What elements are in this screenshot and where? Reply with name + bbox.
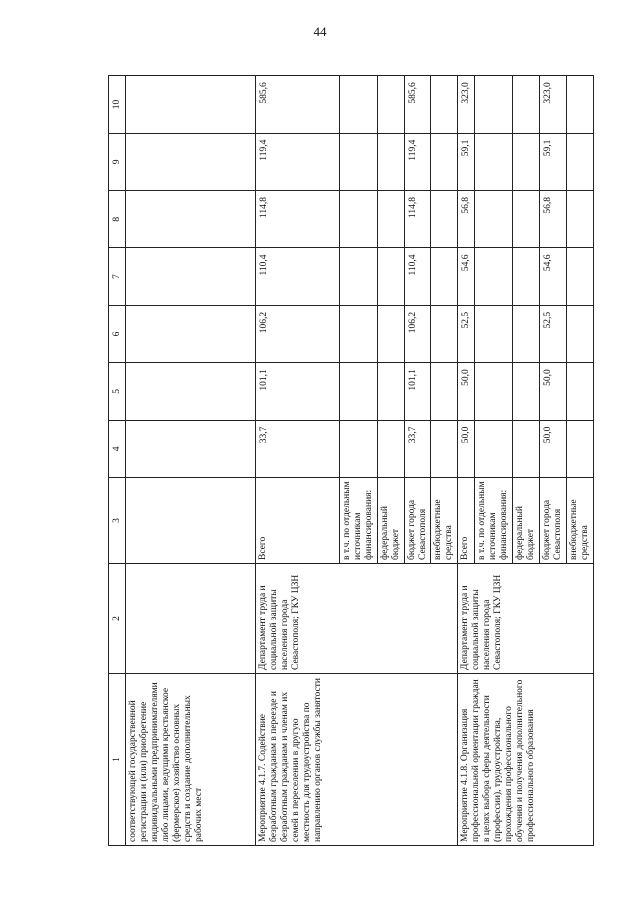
value-cell [475, 133, 513, 190]
header-cell: 4 [109, 420, 126, 477]
source-label: бюджет города Севастополя [404, 478, 431, 564]
value-cell: 585,6 [404, 76, 431, 133]
value-cell: 54,6 [458, 248, 475, 305]
value-cell [340, 133, 378, 190]
value-cell [566, 248, 593, 305]
empty-cell [126, 133, 256, 190]
value-cell [340, 305, 378, 362]
value-cell: 106,2 [404, 305, 431, 362]
table-row [458, 76, 475, 846]
measure-executor: Департамент труда и социальной защиты населения города Севастополя; ГКУ ЦЗН [256, 564, 458, 674]
header-cell: 8 [109, 191, 126, 248]
value-cell: 59,1 [458, 133, 475, 190]
value-cell: 56,8 [458, 191, 475, 248]
value-cell [566, 133, 593, 190]
empty-cell [126, 191, 256, 248]
value-cell: 50,0 [458, 363, 475, 420]
header-cell: 5 [109, 363, 126, 420]
measure-name: Мероприятие 4.1.8. Организация профессиональной ориентации граждан в целях выбора сферы деятельности (профессии), трудоустройства, прохождения профессионального обучения и получения дополнительного профессионального образования [458, 674, 593, 846]
empty-cell [126, 363, 256, 420]
source-label: в т.ч. по отдельным источникам финансирования: [475, 478, 513, 564]
page-number: 44 [313, 24, 327, 39]
value-cell [431, 248, 458, 305]
value-cell [566, 76, 593, 133]
value-cell [340, 420, 378, 477]
value-cell: 119,4 [256, 133, 340, 190]
value-cell [566, 191, 593, 248]
measure-name: Мероприятие 4.1.7. Содействие безработным гражданам в переезде и безработным гражданам и членам их семей в переселении в другую местность для трудоустройства по направлению органов службы занятости [256, 674, 458, 846]
header-cell: 1 [109, 674, 126, 846]
value-cell [475, 76, 513, 133]
value-cell [475, 363, 513, 420]
value-cell: 119,4 [404, 133, 431, 190]
value-cell [431, 420, 458, 477]
header-row [109, 76, 126, 846]
source-label: федеральный бюджет [377, 478, 404, 564]
value-cell: 59,1 [539, 133, 566, 190]
value-cell [512, 191, 539, 248]
value-cell [475, 420, 513, 477]
value-cell: 110,4 [404, 248, 431, 305]
value-cell [512, 76, 539, 133]
value-cell [512, 305, 539, 362]
rotated-table-container [108, 76, 590, 846]
value-cell [512, 248, 539, 305]
measure-executor: Департамент труда и социальной защиты населения города Севастополя; ГКУ ЦЗН [458, 564, 593, 674]
value-cell: 114,8 [256, 191, 340, 248]
header-cell: 2 [109, 564, 126, 674]
value-cell [566, 305, 593, 362]
value-cell: 101,1 [404, 363, 431, 420]
header-cell: 7 [109, 248, 126, 305]
value-cell [512, 420, 539, 477]
source-label: Всего [458, 478, 475, 564]
value-cell [566, 363, 593, 420]
continuation-row [126, 76, 256, 846]
value-cell [431, 76, 458, 133]
continuation-text: соответствующей государственной регистрации и (или) приобретение индивидуальными предпринимателями либо лицами, ведущими крестьянское (фермерское) хозяйство основных средств и создание дополнительных рабочих мест [126, 674, 256, 846]
value-cell [566, 420, 593, 477]
value-cell [475, 191, 513, 248]
value-cell [431, 191, 458, 248]
source-label: внебюджетные средства [566, 478, 593, 564]
value-cell: 56,8 [539, 191, 566, 248]
header-cell: 9 [109, 133, 126, 190]
value-cell: 50,0 [539, 420, 566, 477]
value-cell: 33,7 [404, 420, 431, 477]
value-cell [377, 363, 404, 420]
value-cell: 323,0 [539, 76, 566, 133]
header-cell: 10 [109, 76, 126, 133]
table-row [256, 76, 340, 846]
empty-cell [126, 76, 256, 133]
header-cell: 6 [109, 305, 126, 362]
empty-cell [126, 305, 256, 362]
value-cell [377, 248, 404, 305]
program-funding-table [108, 75, 594, 846]
source-label: бюджет города Севастополя [539, 478, 566, 564]
value-cell: 110,4 [256, 248, 340, 305]
empty-cell [126, 420, 256, 477]
value-cell [377, 305, 404, 362]
value-cell [512, 363, 539, 420]
value-cell: 52,5 [458, 305, 475, 362]
value-cell [431, 133, 458, 190]
empty-cell [126, 478, 256, 564]
value-cell [340, 248, 378, 305]
source-label: Всего [256, 478, 340, 564]
value-cell: 114,8 [404, 191, 431, 248]
source-label: федеральный бюджет [512, 478, 539, 564]
value-cell [431, 305, 458, 362]
source-label: в т.ч. по отдельным источникам финансирования: [340, 478, 378, 564]
value-cell [431, 363, 458, 420]
source-label: внебюджетные средства [431, 478, 458, 564]
value-cell [377, 76, 404, 133]
value-cell [340, 191, 378, 248]
value-cell [475, 248, 513, 305]
value-cell [475, 305, 513, 362]
value-cell: 54,6 [539, 248, 566, 305]
value-cell: 101,1 [256, 363, 340, 420]
value-cell: 323,0 [458, 76, 475, 133]
value-cell: 50,0 [458, 420, 475, 477]
value-cell [377, 191, 404, 248]
value-cell [340, 363, 378, 420]
value-cell [377, 133, 404, 190]
value-cell [377, 420, 404, 477]
value-cell: 33,7 [256, 420, 340, 477]
empty-cell [126, 248, 256, 305]
header-cell: 3 [109, 478, 126, 564]
empty-cell [126, 564, 256, 674]
value-cell [340, 76, 378, 133]
value-cell: 52,5 [539, 305, 566, 362]
value-cell [512, 133, 539, 190]
value-cell: 50,0 [539, 363, 566, 420]
value-cell: 106,2 [256, 305, 340, 362]
value-cell: 585,6 [256, 76, 340, 133]
